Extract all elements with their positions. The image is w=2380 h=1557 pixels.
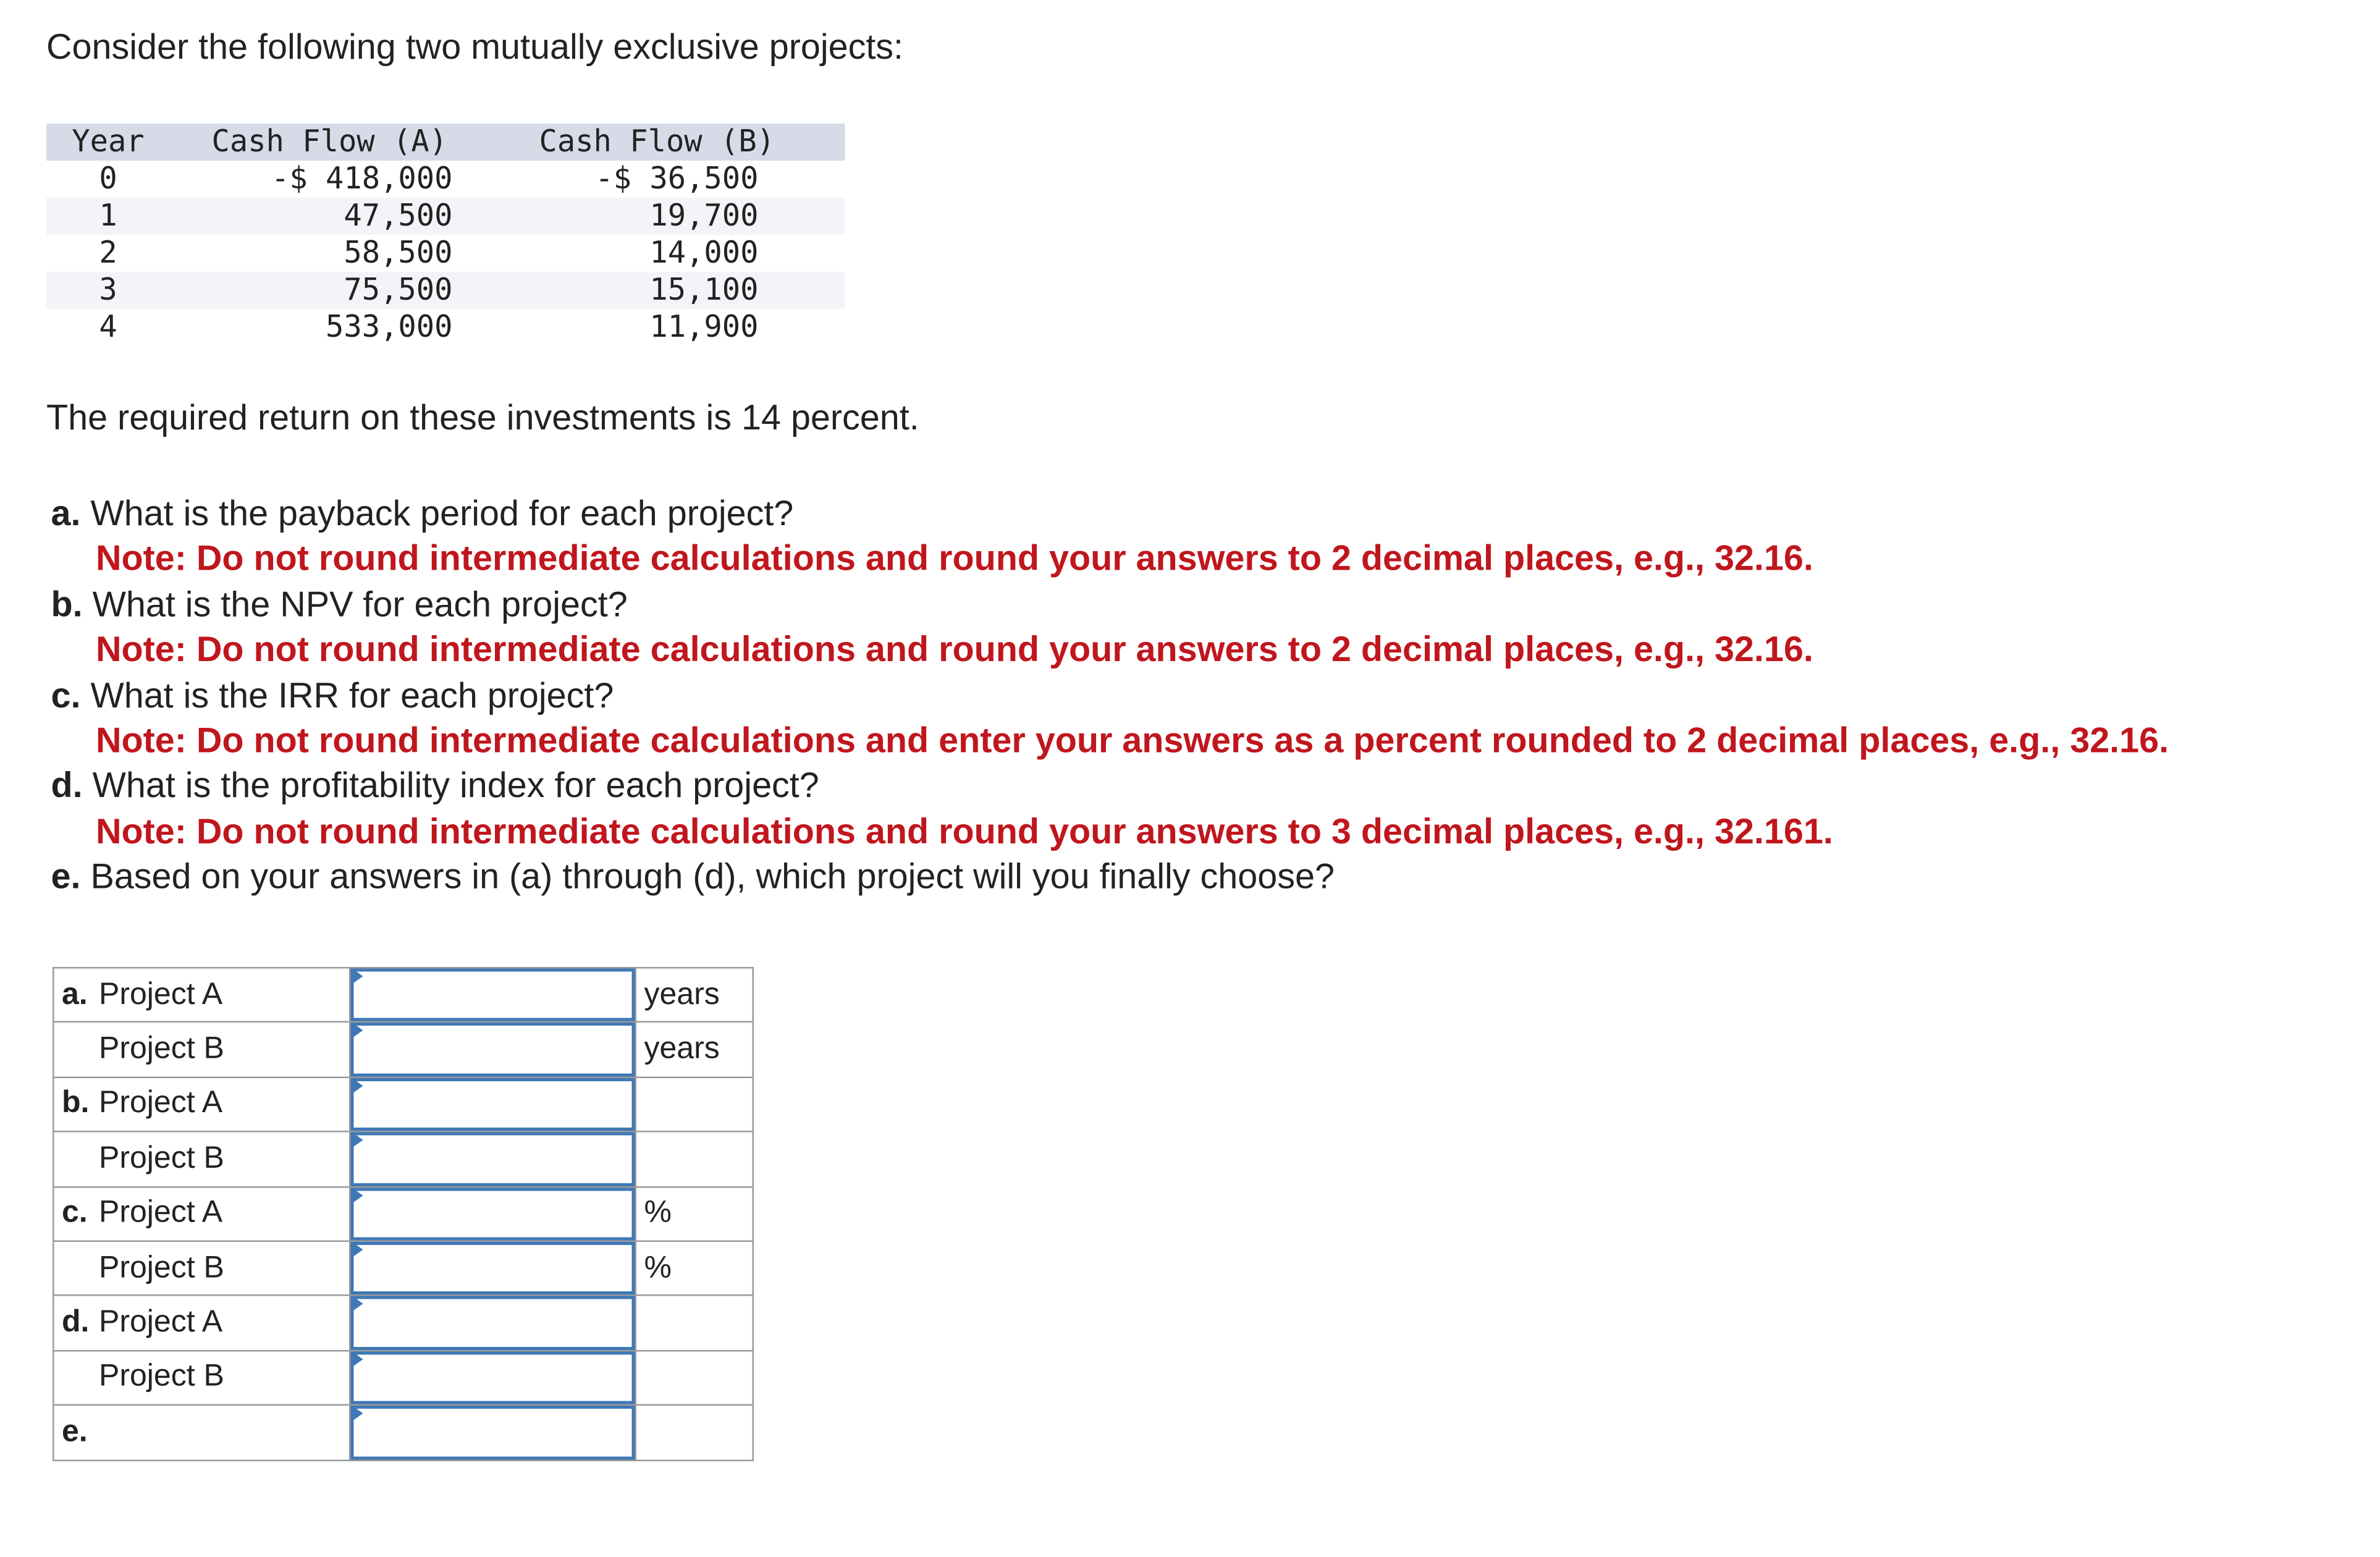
answer-input-cell [350, 1186, 636, 1241]
answer-project: Project B [99, 1032, 224, 1066]
question-note: Note: Do not round intermediate calculations and round your answers to 2 decimal places, e.g., 32.16. [96, 629, 1813, 670]
answer-unit: years [636, 968, 753, 1022]
year-cell: 4 [99, 309, 117, 345]
answer-input-cell [350, 1023, 636, 1077]
answer-label [53, 1132, 350, 1186]
table-row [46, 161, 845, 198]
answer-unit [636, 1351, 753, 1405]
cash-flow-a-cell: 533,000 [326, 309, 453, 345]
answer-letter: d. [62, 1305, 90, 1340]
cash-flow-b-cell: -$ 36,500 [595, 161, 759, 196]
payback-a-input[interactable] [351, 969, 635, 1022]
answer-letter: e. [62, 1414, 88, 1449]
answer-input-cell [350, 1296, 636, 1350]
answer-label [53, 968, 350, 1022]
cash-flow-b-header: Cash Flow (B) [539, 124, 775, 159]
answer-unit [636, 1405, 753, 1459]
answer-unit: years [636, 1023, 753, 1077]
answer-label [53, 1186, 350, 1241]
question-letter: b. [51, 583, 83, 624]
question-d [51, 764, 2169, 809]
input-marker-icon [352, 1406, 363, 1421]
answer-label [53, 1351, 350, 1405]
input-marker-icon [352, 1078, 363, 1093]
question-letter: a. [51, 492, 81, 533]
answer-label [53, 1296, 350, 1350]
answer-input-cell [350, 1241, 636, 1296]
table-row [46, 235, 845, 272]
cash-flow-a-header: Cash Flow (A) [211, 124, 448, 159]
question-letter: c. [51, 674, 81, 715]
cash-flow-a-cell: 75,500 [344, 272, 453, 308]
answer-project: Project A [99, 1196, 223, 1230]
answer-project: Project B [99, 1141, 224, 1176]
pi-b-input[interactable] [351, 1351, 635, 1404]
question-letter: d. [51, 765, 83, 806]
cash-flow-b-cell: 11,900 [649, 309, 759, 345]
answer-row [53, 1023, 753, 1077]
question-letter: e. [51, 856, 81, 897]
answer-unit [636, 1132, 753, 1186]
answer-row [53, 1132, 753, 1186]
required-return-text: The required return on these investments is 14 percent. [46, 397, 919, 437]
answer-row [53, 1186, 753, 1241]
answer-label [53, 1023, 350, 1077]
answer-unit: % [636, 1186, 753, 1241]
question-note: Note: Do not round intermediate calculations and enter your answers as a percent rounded to 2 decimal places, e.g., 32.16. [96, 720, 2169, 761]
question-note: Note: Do not round intermediate calculations and round your answers to 2 decimal places, e.g., 32.16. [96, 538, 1813, 579]
answer-input-cell [350, 1132, 636, 1186]
cash-flow-table [46, 124, 845, 346]
input-marker-icon [352, 1133, 363, 1148]
cash-flow-a-cell: 47,500 [344, 198, 453, 234]
npv-b-input[interactable] [351, 1133, 635, 1186]
answer-input-cell [350, 1405, 636, 1459]
answer-table [53, 967, 754, 1461]
answer-letter: b. [62, 1086, 90, 1121]
input-marker-icon [352, 1023, 363, 1039]
table-row [46, 198, 845, 235]
question-text: What is the payback period for each project? [90, 492, 794, 533]
cash-flow-a-cell: -$ 418,000 [271, 161, 453, 196]
cash-flow-b-cell: 15,100 [649, 272, 759, 308]
question-text: What is the profitability index for each project? [92, 765, 819, 806]
question-text: What is the IRR for each project? [90, 674, 614, 715]
answer-row [53, 968, 753, 1022]
table-row [46, 309, 845, 346]
question-text: Based on your answers in (a) through (d), which project will you finally choose? [90, 856, 1335, 897]
payback-b-input[interactable] [351, 1023, 635, 1076]
irr-a-input[interactable] [351, 1187, 635, 1240]
answer-letter: c. [62, 1196, 88, 1230]
answer-row [53, 1296, 753, 1350]
table-row [46, 272, 845, 309]
input-marker-icon [352, 1296, 363, 1312]
year-cell: 2 [99, 235, 117, 271]
pi-a-input[interactable] [351, 1296, 635, 1349]
answer-row [53, 1405, 753, 1459]
answer-project: Project B [99, 1251, 224, 1285]
input-marker-icon [352, 1242, 363, 1257]
npv-a-input[interactable] [351, 1078, 635, 1131]
answer-label [53, 1077, 350, 1131]
answer-input-cell [350, 1077, 636, 1131]
question-text: What is the NPV for each project? [92, 583, 628, 624]
cash-flow-b-cell: 14,000 [649, 235, 759, 271]
input-marker-icon [352, 1351, 363, 1367]
answer-row [53, 1351, 753, 1405]
question-b [51, 582, 2169, 628]
intro-text: Consider the following two mutually exclusive projects: [46, 26, 904, 67]
answer-project: Project A [99, 1305, 223, 1340]
answer-letter: a. [62, 977, 88, 1011]
answer-row [53, 1077, 753, 1131]
question-e [51, 854, 2169, 900]
answer-project: Project A [99, 977, 223, 1011]
year-cell: 1 [99, 198, 117, 234]
year-header: Year [72, 124, 145, 159]
input-marker-icon [352, 969, 363, 984]
question-c [51, 673, 2169, 719]
answer-label [53, 1241, 350, 1296]
answer-unit: % [636, 1241, 753, 1296]
answer-project: Project B [99, 1360, 224, 1395]
answer-project: Project A [99, 1086, 223, 1121]
answer-row [53, 1241, 753, 1296]
cash-flow-header-row [46, 124, 845, 161]
question-list [51, 491, 2169, 900]
input-marker-icon [352, 1187, 363, 1202]
answer-input-cell [350, 1351, 636, 1405]
cash-flow-b-cell: 19,700 [649, 198, 759, 234]
year-cell: 0 [99, 161, 117, 196]
cash-flow-a-cell: 58,500 [344, 235, 453, 271]
question-a [51, 491, 2169, 537]
answer-label [53, 1405, 350, 1459]
project-choice-input[interactable] [351, 1406, 635, 1459]
answer-input-cell [350, 968, 636, 1022]
answer-unit [636, 1296, 753, 1350]
question-note: Note: Do not round intermediate calculations and round your answers to 3 decimal places, e.g., 32.161. [96, 811, 1833, 851]
year-cell: 3 [99, 272, 117, 308]
irr-b-input[interactable] [351, 1242, 635, 1295]
answer-unit [636, 1077, 753, 1131]
